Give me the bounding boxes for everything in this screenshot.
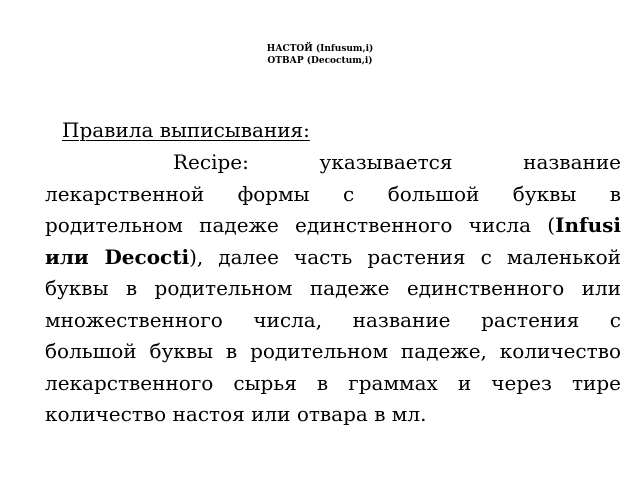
section-heading: Правила выписывания:: [62, 118, 310, 142]
title-infusum: НАСТОЙ (Infusum,i): [266, 44, 374, 54]
slide-title: [0, 43, 640, 67]
body-paragraph: [45, 147, 621, 431]
title-decoctum: ОТВАР (Decoctum,i): [267, 56, 373, 66]
paragraph-part-1: Recipe: указывается название лекарственной формы с большой буквы в родительном падеже единственного числа (: [45, 150, 621, 237]
paragraph-bold-forms: Infusi или Decocti: [45, 213, 621, 269]
paragraph-part-2: ), далее часть растения с маленькой буквы в родительном падеже единственного или множественного числа, название растения с большой буквы в родительном падеже, количество лекарственного сырья в граммах и через тире количество настоя или отвара в мл.: [45, 244, 621, 426]
